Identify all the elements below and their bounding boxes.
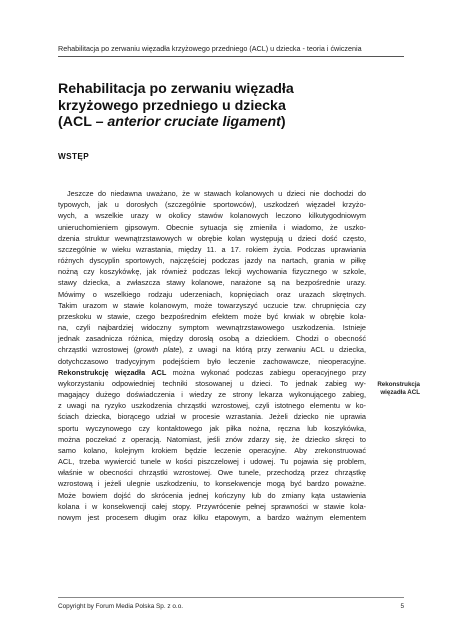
- body-line: [58, 244, 366, 255]
- body-line-text: Takim urazom w stawie kolanowym, może towarzyszyć uczucie tzw. chrupnięcia czy: [58, 300, 366, 310]
- body-line-text: kolana i w konsekwencji całej stopy. Przywrócenie pełnej sprawności w stawie kola-: [58, 501, 366, 511]
- body-line-text: można wykonać podczas zabiegu operacyjnego przy: [166, 367, 366, 377]
- title-line-3: [58, 114, 358, 131]
- page-number: 5: [400, 603, 404, 610]
- body-line-text: wych, a wszelkie urazy w okolicy stawów kolanowych leczono kilkutygodniowym: [58, 211, 366, 221]
- margin-note: [374, 381, 420, 397]
- body-line: [58, 322, 366, 333]
- body-line: [58, 188, 366, 199]
- body-line-text: dzenia struktur wewnątrzstawowych w obrębie kolan występują u dzieci dość często,: [58, 233, 366, 243]
- body-line: [58, 423, 366, 434]
- body-line: [58, 445, 366, 456]
- body-line-text: magający dużego doświadczenia i wiedzy ze strony lekarza wykonującego zabieg,: [58, 390, 366, 400]
- body-line-text: Mówimy o wszelkiego rodzaju uderzeniach, kopnięciach oraz urazach skrętnych.: [58, 289, 366, 299]
- body-line: [58, 210, 366, 221]
- body-line-text: sportu wyczynowego czy kontaktowego jak piłka nożna, ręczna lub koszykówka,: [58, 423, 366, 433]
- body-line: [58, 266, 366, 277]
- body-line-text: samo kolano, kolejnym krokiem będzie leczenie operacyjne. Aby zrekonstruować: [58, 445, 366, 455]
- body-line: [58, 467, 366, 478]
- body-line-text: ACL, trzeba wywiercić tunele w kości piszczelowej i udowej. Tu pojawia się problem,: [58, 457, 366, 467]
- body-line: [58, 300, 366, 311]
- title-line-3-italic: anterior cruciate ligament: [107, 114, 281, 130]
- body-line: [58, 501, 366, 512]
- section-heading: WSTĘP: [58, 152, 90, 161]
- body-line-text: chrząstki wzrostowej (: [58, 345, 137, 355]
- title-line-2: krzyżowego przedniego u dziecka: [58, 97, 286, 114]
- title-line-1: Rehabilitacja po zerwaniu więzadła: [58, 81, 294, 97]
- body-line: [58, 289, 366, 300]
- body-line: [58, 512, 366, 523]
- body-line-text: Jeszcze do niedawna uważano, że w stawach kolanowych u dzieci nie dochodzi do: [67, 189, 366, 198]
- body-line: [58, 478, 366, 489]
- body-line-text: wykorzystaniu odpowiedniej techniki stosowanej u dzieci. To jednak zabieg wy-: [58, 378, 366, 388]
- body-line-text: różnych dyscyplin sportowych, najczęściej podczas jazdy na nartach, grania w piłkę: [58, 256, 366, 266]
- body-line: [58, 233, 366, 244]
- body-line: [58, 311, 366, 322]
- margin-note-line-1: Rekonstrukcja: [377, 381, 420, 388]
- body-line: [58, 199, 366, 210]
- body-line: [58, 389, 366, 400]
- running-header: Rehabilitacja po zerwaniu więzadła krzyżowego przedniego (ACL) u dziecka - teoria i ćwiczenia: [58, 44, 362, 53]
- body-line: [58, 255, 366, 266]
- body-line-text: Może bowiem dojść do skrócenia jednej kończyny lub do zmiany kąta ustawienia: [58, 490, 366, 500]
- body-line-text: dotychczasowo tradycyjnym podejściem było leczenie zachowawcze, nieoperacyjne.: [58, 356, 366, 366]
- body-line: [58, 356, 366, 367]
- body-line: [58, 490, 366, 501]
- title-line-3-prefix: (ACL –: [58, 114, 108, 130]
- body-line-text: jednak zasadnicza różnica, między dorosłą osobą a dzieckiem. Chodzi o obecność: [58, 334, 366, 344]
- body-line-text: nowym jest procesem długim oraz kilku etapowym, a bardzo ważnym elementem: [58, 512, 366, 522]
- body-line: [58, 434, 366, 445]
- margin-note-line-2: więzadła ACL: [380, 389, 420, 396]
- body-line-bold-term: Rekonstrukcję więzadła ACL: [58, 367, 167, 377]
- body-line-text: z uwagi na ryzyko uszkodzenia chrząstki wzrostowej, czyli istotnego elementu w ko-: [58, 401, 366, 411]
- header-divider: [58, 56, 404, 57]
- body-line: [58, 277, 366, 288]
- body-line: [58, 333, 366, 344]
- footer-divider: [58, 597, 404, 598]
- body-line: [58, 367, 366, 378]
- body-line-text: właśnie w obecności chrząstki wzrostowej. Owe tunele, przechodzą przez chrząstkę: [58, 468, 366, 478]
- body-line-text: na, czyli najbardziej widoczny symptom wewnątrzstawowego uszkodzenia. Istnieje: [58, 323, 366, 333]
- body-line: [58, 411, 366, 422]
- body-line-text: ), z uwagi na którą przy zerwaniu ACL u dziecka,: [179, 345, 366, 355]
- body-line-text: przeskoku w stawie, czego bezpośrednim efektem może być krwiak w obrębie kola-: [58, 311, 366, 321]
- body-line: [58, 344, 366, 355]
- body-line: [58, 400, 366, 411]
- body-line-italic-term: growth plate: [136, 345, 180, 355]
- body-line-text: można poczekać z operacją. Natomiast, jeśli znów zdarzy się, że dziecko skręci to: [58, 434, 366, 444]
- article-title: [58, 81, 358, 131]
- body-line: [58, 456, 366, 467]
- footer-copyright: Copyright by Forum Media Polska Sp. z o.o.: [58, 603, 184, 610]
- body-line-text: wzrostową i jeżeli ulegnie uszkodzeniu, to konsekwencje mogą być bardzo poważne.: [58, 479, 366, 489]
- body-line-text: stawy dziecka, a zwłaszcza stawy kolanowe, narażone są na bezpośrednie urazy.: [58, 278, 366, 288]
- body-line-text: typowych, jak u dorosłych (szczególnie sportowców), uszkodzeń więzadeł krzyżo-: [58, 200, 366, 210]
- body-line: [58, 378, 366, 389]
- body-line-text: szczególnie w wieku wzrastania, między 11. a 17. rokiem życia. Podczas uprawiania: [58, 244, 366, 254]
- body-line-text: nożną czy koszykówkę, jak również podczas lekcji wychowania fizycznego w szkole,: [58, 267, 366, 277]
- body-line-text: ściach dziecka, biorącego udział w procesie wzrastania. Jeżeli dziecko nie uprawia: [58, 412, 366, 422]
- body-line: [58, 222, 366, 233]
- body-paragraph: [58, 188, 366, 523]
- body-line-text: unieruchomieniem gipsowym. Obecnie sytuacja się zmienila i wiadomo, że uszko-: [58, 222, 366, 232]
- title-line-3-suffix: ): [280, 114, 286, 130]
